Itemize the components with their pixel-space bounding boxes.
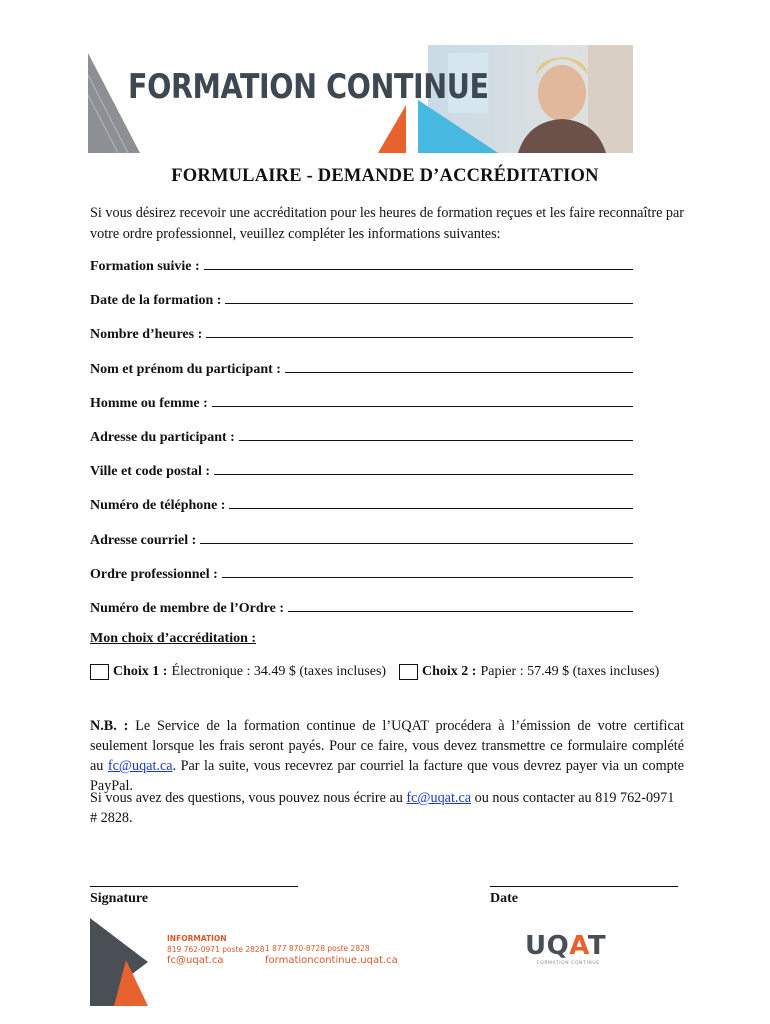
footer-info-heading: INFORMATION [167, 934, 227, 943]
form-field-label: Adresse du participant : [90, 430, 235, 445]
form-field-label: Formation suivie : [90, 259, 200, 274]
date-label: Date [490, 891, 518, 906]
nb-email-link[interactable]: fc@uqat.ca [107, 758, 173, 774]
form-field-label: Ville et code postal : [90, 464, 211, 480]
form-field [90, 323, 633, 343]
nb-paragraph [90, 716, 684, 796]
form-field [90, 289, 633, 309]
intro-text: Si vous désirez recevoir une accréditation pour les heures de formation reçues et les faire reconnaître par votre ordre professionnel, veuillez compléter les informations suivantes: [90, 205, 685, 242]
form-field-input-line[interactable] [225, 302, 633, 304]
form-field-label: Homme ou femme : [90, 395, 208, 411]
choice-2-text: Papier : 57.49 $ (taxes incluses) [480, 664, 660, 679]
form-field [90, 426, 633, 446]
choice-1 [90, 664, 386, 680]
choice-2-label: Choix 2 : [422, 664, 477, 679]
form-field-input-line[interactable] [212, 405, 633, 407]
form-field-input-line[interactable] [222, 576, 633, 578]
date-line[interactable] [490, 885, 678, 887]
form-field-label: Date de la formation : [90, 293, 222, 309]
questions-email-link[interactable]: fc@uqat.ca [406, 790, 472, 806]
form-field-input-line[interactable] [229, 507, 633, 509]
footer-contact-right [265, 944, 398, 967]
signature-label: Signature [90, 891, 149, 906]
footer-logo-mark [90, 918, 160, 1006]
form-field [90, 255, 633, 275]
choice-2 [399, 664, 659, 680]
form-field [90, 563, 633, 583]
footer-phone-2: 1 877 870-8728 poste 2828 [265, 944, 370, 953]
form-field-label: Numéro de membre de l’Ordre : [90, 601, 285, 616]
form-field [90, 392, 633, 412]
signature-line[interactable] [90, 885, 298, 887]
form-field [90, 529, 633, 549]
nb-text-2: . Par la suite, vous recevrez par courriel la facture que vous devrez payer via un compte PayPal. [90, 758, 685, 794]
choice-2-checkbox[interactable] [399, 664, 418, 680]
form-field-label: Nombre d’heures : [90, 327, 203, 343]
questions-text: Si vous avez des questions, vous pouvez nous écrire au [90, 790, 403, 806]
footer-website[interactable]: formationcontinue.uqat.ca [265, 954, 398, 966]
footer-email[interactable]: fc@uqat.ca [167, 955, 224, 966]
form-field-input-line[interactable] [204, 268, 633, 270]
form-field-input-line[interactable] [239, 439, 633, 441]
form-field [90, 460, 633, 480]
uqat-logo-text: UQAT [525, 931, 607, 961]
form-field-input-line[interactable] [200, 542, 633, 544]
form-field-label: Ordre professionnel : [90, 566, 218, 582]
header-banner [88, 45, 633, 153]
nb-label: N.B. : [90, 718, 129, 734]
uqat-logo [525, 933, 606, 966]
footer-contact-left [167, 934, 264, 967]
banner-title: FORMATION CONTINUE [128, 67, 489, 107]
form-field-label: Numéro de téléphone : [90, 498, 226, 514]
questions-text-2: ou nous contacter au 819 762-0971 # 2828. [90, 790, 675, 826]
uqat-logo-subtitle: FORMATION CONTINUE [537, 961, 600, 966]
nb-text: Le Service de la formation continue de l’UQAT procédera à l’émission de votre certificat seulement lorsque les frais seront payés. Pour ce faire, vous devez transmettre ce formulaire complété au [90, 718, 684, 774]
form-title: FORMULAIRE - DEMANDE D’ACCRÉDITATION [171, 166, 599, 186]
form-field-input-line[interactable] [288, 610, 633, 612]
choice-1-label: Choix 1 : [113, 664, 168, 679]
form-field [90, 597, 633, 617]
form-field-input-line[interactable] [214, 473, 633, 475]
form-field-label: Nom et prénom du participant : [90, 361, 281, 377]
accreditation-choice-heading: Mon choix d’accréditation : [90, 631, 257, 646]
form-field-input-line[interactable] [206, 336, 633, 338]
questions-paragraph [90, 788, 680, 828]
form-field-label: Adresse courriel : [90, 532, 197, 548]
footer-phone-1: 819 762-0971 poste 2828 [167, 944, 265, 954]
choice-1-text: Électronique : 34.49 $ (taxes incluses) [171, 664, 387, 679]
choice-1-checkbox[interactable] [90, 664, 109, 680]
form-field [90, 494, 633, 514]
form-field [90, 358, 633, 378]
form-field-input-line[interactable] [285, 371, 633, 373]
